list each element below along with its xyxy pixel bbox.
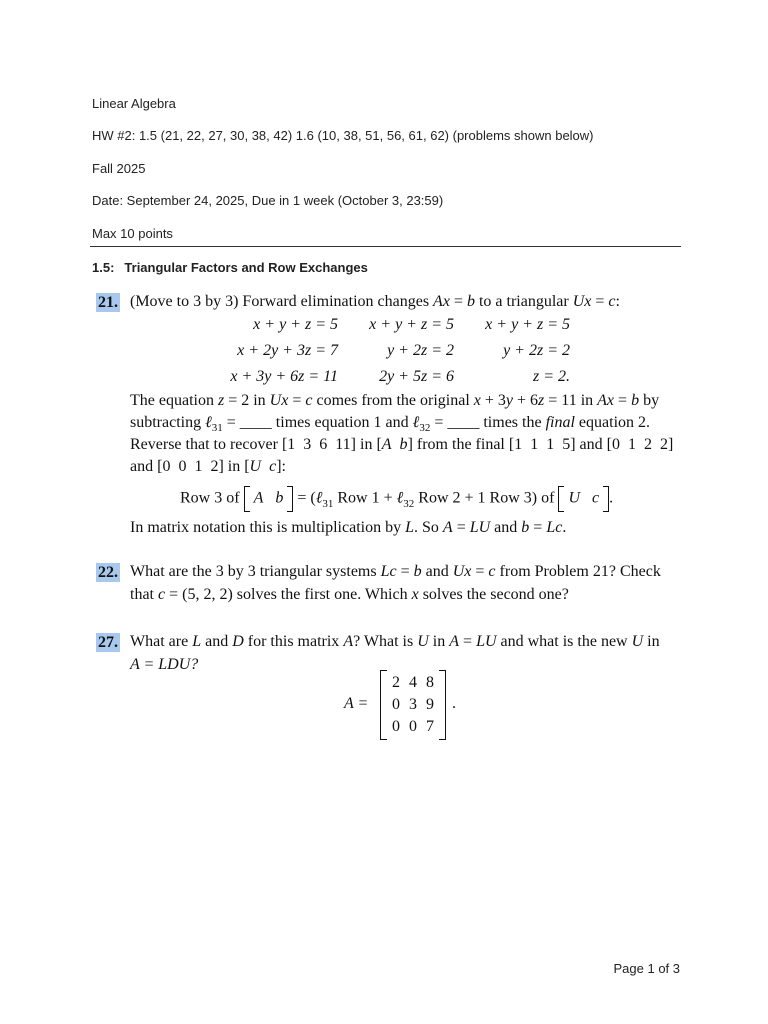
problem-22-line-1: What are the 3 by 3 triangular systems Lc = b and Ux = c from Problem 21? Check bbox=[130, 563, 661, 580]
problem-27-number: 27. bbox=[98, 634, 118, 651]
section-heading bbox=[92, 260, 368, 275]
equation: x + y + z = 5 bbox=[253, 316, 338, 333]
problem-27-line-2: A = LDU? bbox=[130, 656, 199, 673]
problem-21-intro: (Move to 3 by 3) Forward elimination changes Ax = b to a triangular Ux = c: bbox=[130, 293, 620, 310]
section-number: 1.5: bbox=[92, 260, 115, 275]
page-number: Page 1 of 3 bbox=[613, 961, 680, 976]
max-points: Max 10 points bbox=[92, 226, 173, 241]
equation-row-2 bbox=[200, 342, 620, 364]
course-title: Linear Algebra bbox=[92, 96, 176, 111]
problem-21-body-line-1: The equation z = 2 in Ux = c comes from the original x + 3y + 6z = 11 in Ax = b by bbox=[130, 392, 660, 409]
matrix-cell: 0 bbox=[392, 696, 400, 713]
matrix-a bbox=[380, 670, 446, 740]
matrix-cell: 4 bbox=[409, 674, 417, 691]
matrix-cell: 3 bbox=[409, 696, 417, 713]
equation: x + 3y + 6z = 11 bbox=[230, 368, 338, 385]
equation: x + y + z = 5 bbox=[485, 316, 570, 333]
matrix-cell: 9 bbox=[426, 696, 434, 713]
date-line: Date: September 24, 2025, Due in 1 week (October 3, 23:59) bbox=[92, 193, 444, 208]
equation: x + y + z = 5 bbox=[369, 316, 454, 333]
problem-27-line-1: What are L and D for this matrix A? What is U in A = LU and what is the new U in bbox=[130, 633, 660, 650]
matrix-cell: 8 bbox=[426, 674, 434, 691]
term: Fall 2025 bbox=[92, 161, 146, 176]
matrix-cell: 0 bbox=[409, 718, 417, 735]
matrix-cell: 7 bbox=[426, 718, 434, 735]
equation: x + 2y + 3z = 7 bbox=[237, 342, 338, 359]
equation: 2y + 5z = 6 bbox=[379, 368, 454, 385]
equation-row-3 bbox=[200, 368, 620, 390]
problem-21-closing: In matrix notation this is multiplication by L. So A = LU and b = Lc. bbox=[130, 519, 567, 536]
equation-row-1 bbox=[200, 316, 620, 338]
matrix-period: . bbox=[452, 695, 456, 712]
row3-equation: Row 3 of A b = (ℓ$_{31}$ Row 1 + ℓ$_{32}$ Row 2 + 1 Row 3) of U c . bbox=[180, 486, 613, 512]
matrix-cell: 0 bbox=[392, 718, 400, 735]
problem-21-body-line-4: and [0 0 1 2] in [U c]: bbox=[130, 458, 286, 475]
equation: y + 2z = 2 bbox=[387, 342, 454, 359]
section-name: Triangular Factors and Row Exchanges bbox=[124, 260, 368, 275]
problem-22-line-2: that c = (5, 2, 2) solves the first one. Which x solves the second one? bbox=[130, 586, 569, 603]
header-divider bbox=[90, 246, 681, 247]
equation: z = 2. bbox=[532, 368, 570, 385]
problem-21-body-line-2: subtracting ℓ$_{31}$ = ____ times equation 1 and ℓ$_{32}$ = ____ times the final equation 2. bbox=[130, 414, 651, 435]
matrix-left-bracket bbox=[380, 670, 387, 740]
equation: y + 2z = 2 bbox=[503, 342, 570, 359]
problem-21-number: 21. bbox=[98, 294, 118, 311]
problem-21-body-line-3: Reverse that to recover [1 3 6 11] in [A b] from the final [1 1 1 5] and [0 1 2 2] bbox=[130, 436, 674, 453]
matrix-label: A = bbox=[344, 695, 369, 712]
matrix-right-bracket bbox=[439, 670, 446, 740]
problem-22-number: 22. bbox=[98, 564, 118, 581]
hw-assignment: HW #2: 1.5 (21, 22, 27, 30, 38, 42) 1.6 (10, 38, 51, 56, 61, 62) (problems shown below) bbox=[92, 128, 594, 143]
matrix-cell: 2 bbox=[392, 674, 400, 691]
